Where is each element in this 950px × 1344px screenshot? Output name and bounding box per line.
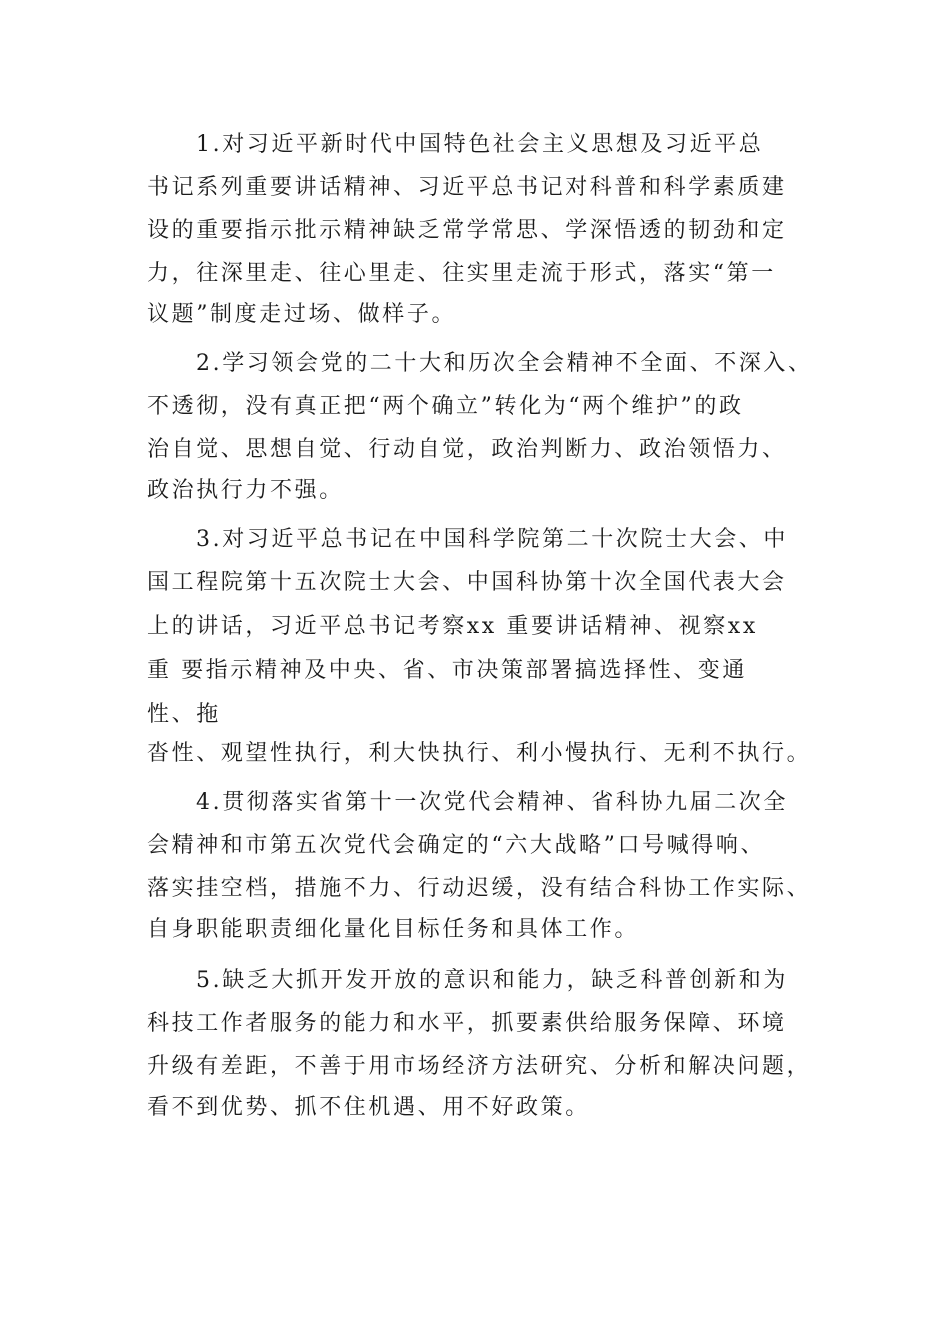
paragraph-1-line-3: 设的重要指示批示精神缺乏常学常思、学深悟透的韧劲和定 — [147, 218, 787, 243]
paragraph-2-line-1: 2.学习领会党的二十大和历次全会精神不全面、不深入、 — [196, 351, 813, 376]
paragraph-4-line-1: 4.贯彻落实省第十一次党代会精神、省科协九届二次全 — [196, 790, 788, 815]
paragraph-5-line-4: 看不到优势、抓不住机遇、用不好政策。 — [147, 1095, 590, 1120]
paragraph-5-line-3: 升级有差距，不善于用市场经济方法研究、分析和解决问题， — [147, 1054, 812, 1079]
paragraph-3-line-6: 沓性、观望性执行，利大快执行、利小慢执行、无利不执行。 — [147, 741, 812, 766]
paragraph-1-line-4: 力，往深里走、往心里走、往实里走流于形式，落实“第一 — [147, 261, 776, 286]
paragraph-3-line-5: 性、拖 — [147, 702, 221, 727]
paragraph-5-line-1: 5.缺乏大抓开发开放的意识和能力，缺乏科普创新和为 — [196, 968, 788, 993]
paragraph-2-line-4: 政治执行力不强。 — [147, 478, 344, 503]
paragraph-1-line-1: 1.对习近平新时代中国特色社会主义思想及习近平总 — [196, 132, 764, 157]
paragraph-5-line-2: 科技工作者服务的能力和水平，抓要素供给服务保障、环境 — [147, 1011, 787, 1036]
paragraph-2-line-2: 不透彻，没有真正把“两个确立”转化为“两个维护”的政 — [147, 394, 744, 419]
paragraph-4-line-4: 自身职能职责细化量化目标任务和具体工作。 — [147, 917, 640, 942]
paragraph-3-line-3: 上的讲话，习近平总书记考察xx 重要讲话精神、视察xx — [147, 614, 758, 639]
paragraph-1-line-5: 议题”制度走过场、做样子。 — [147, 302, 457, 327]
paragraph-1-line-2: 书记系列重要讲话精神、习近平总书记对科普和科学素质建 — [147, 175, 787, 200]
paragraph-3-line-1: 3.对习近平总书记在中国科学院第二十次院士大会、中 — [196, 527, 788, 552]
paragraph-3-line-4: 重 要指示精神及中央、省、市决策部署搞选择性、变通 — [147, 658, 747, 683]
paragraph-4-line-3: 落实挂空档，措施不力、行动迟缓，没有结合科协工作实际、 — [147, 876, 812, 901]
paragraph-2-line-3: 治自觉、思想自觉、行动自觉，政治判断力、政治领悟力、 — [147, 437, 787, 462]
paragraph-3-line-2: 国工程院第十五次院士大会、中国科协第十次全国代表大会 — [147, 570, 787, 595]
paragraph-4-line-2: 会精神和市第五次党代会确定的“六大战略”口号喊得响、 — [147, 833, 766, 858]
